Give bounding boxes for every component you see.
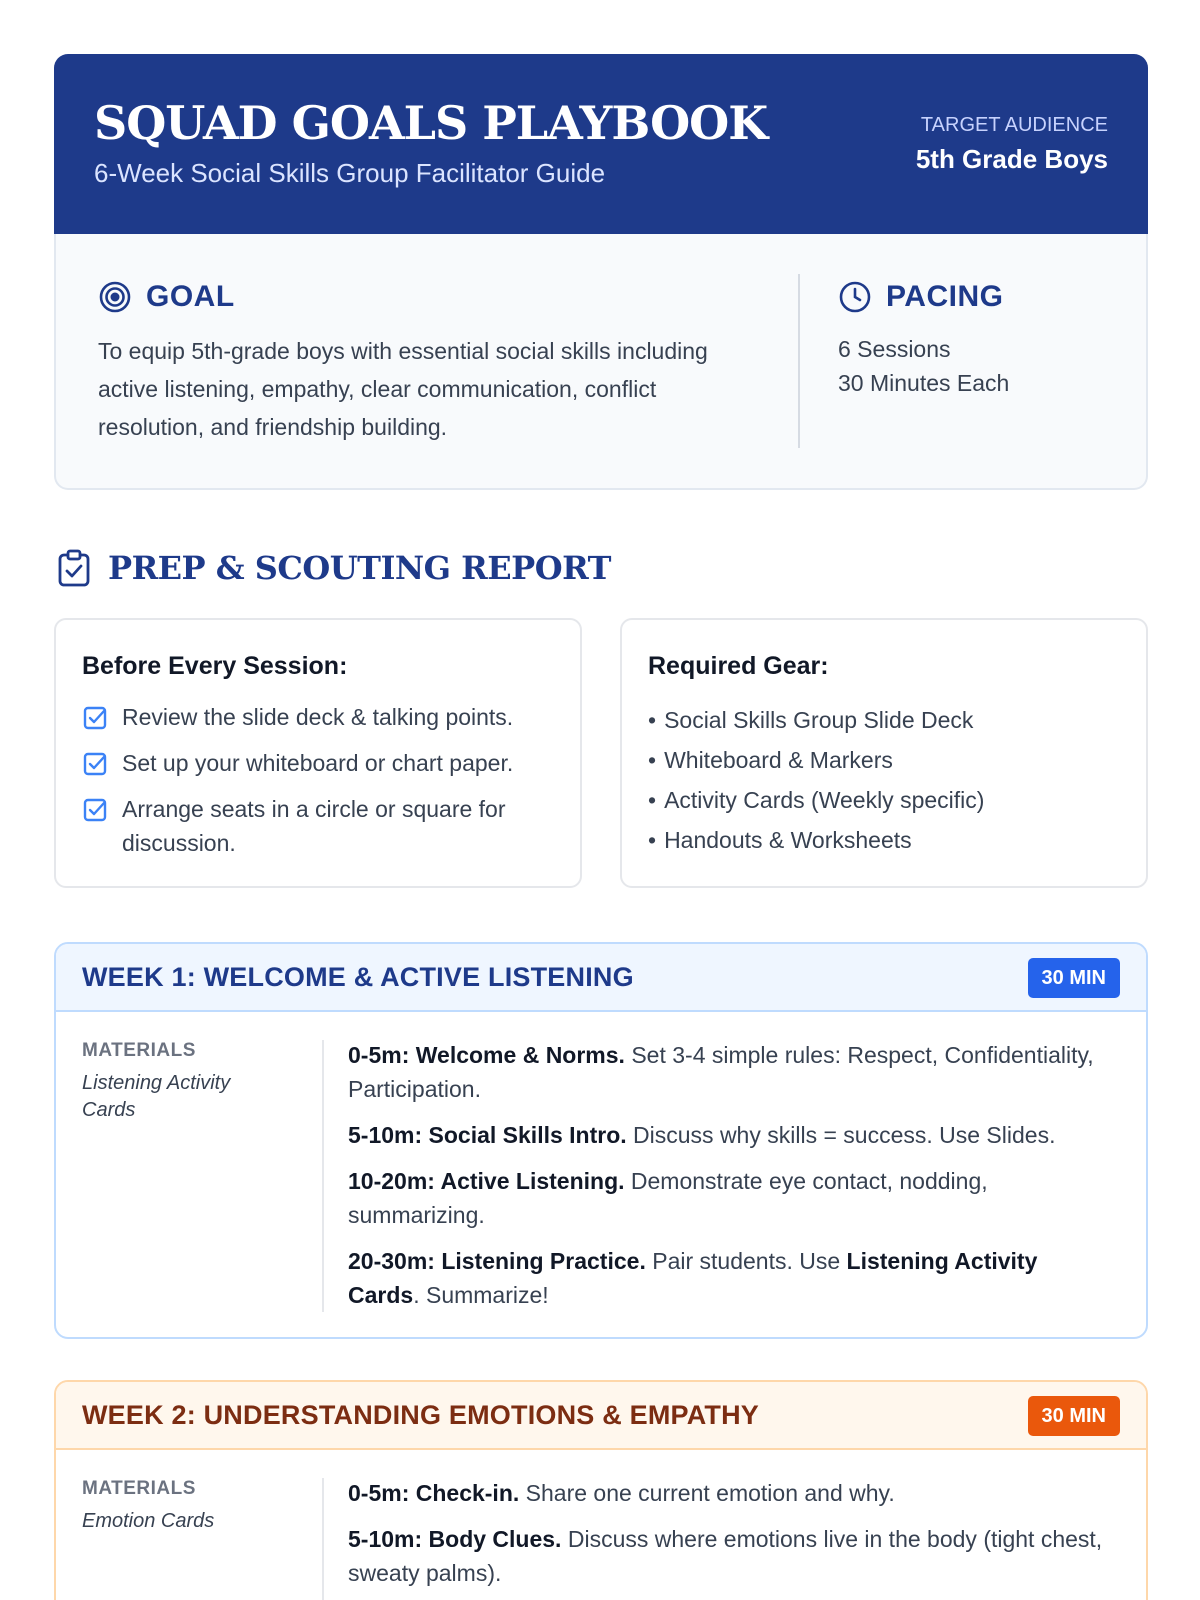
session-step (348, 1476, 1108, 1510)
checklist-item-text: Review the slide deck & talking points. (122, 704, 514, 730)
week-1-title: WEEK 1: WELCOME & ACTIVE LISTENING (82, 962, 634, 992)
playbook-header (54, 54, 1148, 234)
page-title: SQUAD GOALS PLAYBOOK (94, 96, 768, 150)
week-divider (322, 1478, 324, 1600)
clipboard-check-icon (56, 548, 92, 588)
checklist-item (82, 792, 562, 860)
step-text: Share one current emotion and why. (519, 1480, 895, 1506)
step-text: Demonstrate eye contact, nodding, summarizing. (348, 1168, 988, 1228)
session-step (348, 1118, 1108, 1152)
gear-item: • Social Skills Group Slide Deck (648, 700, 984, 740)
prep-section-heading (56, 548, 611, 588)
goal-text: To equip 5th-grade boys with essential social skills including active listening, empathy, clear communication, conflict resolution, and friendship building. (98, 338, 708, 440)
checkbox-checked-icon (82, 751, 108, 777)
pacing-heading (838, 280, 1003, 314)
materials-column (82, 1478, 282, 1535)
checklist-item-text: Set up your whiteboard or chart paper. (122, 750, 514, 776)
checkbox-checked-icon (82, 797, 108, 823)
session-step (348, 1038, 1108, 1106)
materials-label: MATERIALS (82, 1478, 196, 1499)
overview-divider (798, 274, 800, 448)
step-time: 20-30m: Listening Practice. (348, 1248, 646, 1274)
step-time: 0-5m: Check-in. (348, 1480, 520, 1506)
week-1-card (54, 942, 1148, 1339)
required-gear-list (648, 700, 984, 860)
gear-item: • Activity Cards (Weekly specific) (648, 780, 984, 820)
week-1-header (56, 944, 1146, 1012)
step-text: . Summarize! (413, 1282, 549, 1308)
session-step (348, 1244, 1108, 1312)
step-text: Set 3-4 simple rules: Respect, Confidentiality, Participation. (348, 1042, 1094, 1102)
step-text: Discuss why skills = success. Use Slides. (626, 1122, 1056, 1148)
materials-value: Listening Activity Cards (82, 1072, 231, 1121)
goal-heading (98, 280, 235, 314)
gear-item: • Whiteboard & Markers (648, 740, 984, 780)
step-time: 5-10m: Body Clues. (348, 1526, 562, 1552)
prep-section-title: PREP & SCOUTING REPORT (108, 549, 611, 587)
duration-badge: 30 MIN (1028, 1396, 1120, 1436)
target-audience-value: 5th Grade Boys (915, 144, 1108, 174)
session-steps (348, 1476, 1108, 1600)
clock-icon (838, 280, 872, 314)
target-icon (98, 280, 132, 314)
step-time: 5-10m: Social Skills Intro. (348, 1122, 627, 1148)
step-text: Pair students. Use (645, 1248, 847, 1274)
checklist-item (82, 746, 562, 780)
step-text: Discuss where emotions live in the body (tight chest, sweaty palms). (348, 1526, 1103, 1586)
page-subtitle: 6-Week Social Skills Group Facilitator Guide (94, 158, 606, 188)
session-step (348, 1164, 1108, 1232)
checklist-item-text: Arrange seats in a circle or square for discussion. (122, 796, 506, 856)
required-gear-card (620, 618, 1148, 888)
step-time: 10-20m: Active Listening. (348, 1168, 625, 1194)
goal-title: GOAL (146, 280, 235, 313)
session-step (348, 1522, 1108, 1590)
session-steps (348, 1038, 1108, 1324)
required-gear-title: Required Gear: (648, 652, 829, 680)
pacing-details (838, 332, 1009, 400)
step-time: 0-5m: Welcome & Norms. (348, 1042, 625, 1068)
overview-panel (54, 234, 1148, 490)
pacing-title: PACING (886, 280, 1004, 313)
week-2-title: WEEK 2: UNDERSTANDING EMOTIONS & EMPATHY (82, 1400, 760, 1430)
pacing-sessions: 6 Sessions (838, 336, 951, 362)
step-emphasis: Listening Activity Cards (348, 1248, 1038, 1308)
before-session-title: Before Every Session: (82, 652, 348, 680)
checklist-item (82, 700, 562, 734)
materials-value: Emotion Cards (82, 1510, 215, 1532)
materials-label: MATERIALS (82, 1040, 196, 1061)
gear-item: • Handouts & Worksheets (648, 820, 984, 860)
duration-badge: 30 MIN (1028, 958, 1120, 998)
target-audience-label: TARGET AUDIENCE (920, 114, 1108, 136)
checkbox-checked-icon (82, 705, 108, 731)
week-2-header (56, 1382, 1146, 1450)
pacing-duration: 30 Minutes Each (838, 370, 1010, 396)
before-session-list (82, 700, 562, 872)
materials-column (82, 1040, 282, 1124)
week-divider (322, 1040, 324, 1312)
week-2-card (54, 1380, 1148, 1600)
before-session-card (54, 618, 582, 888)
